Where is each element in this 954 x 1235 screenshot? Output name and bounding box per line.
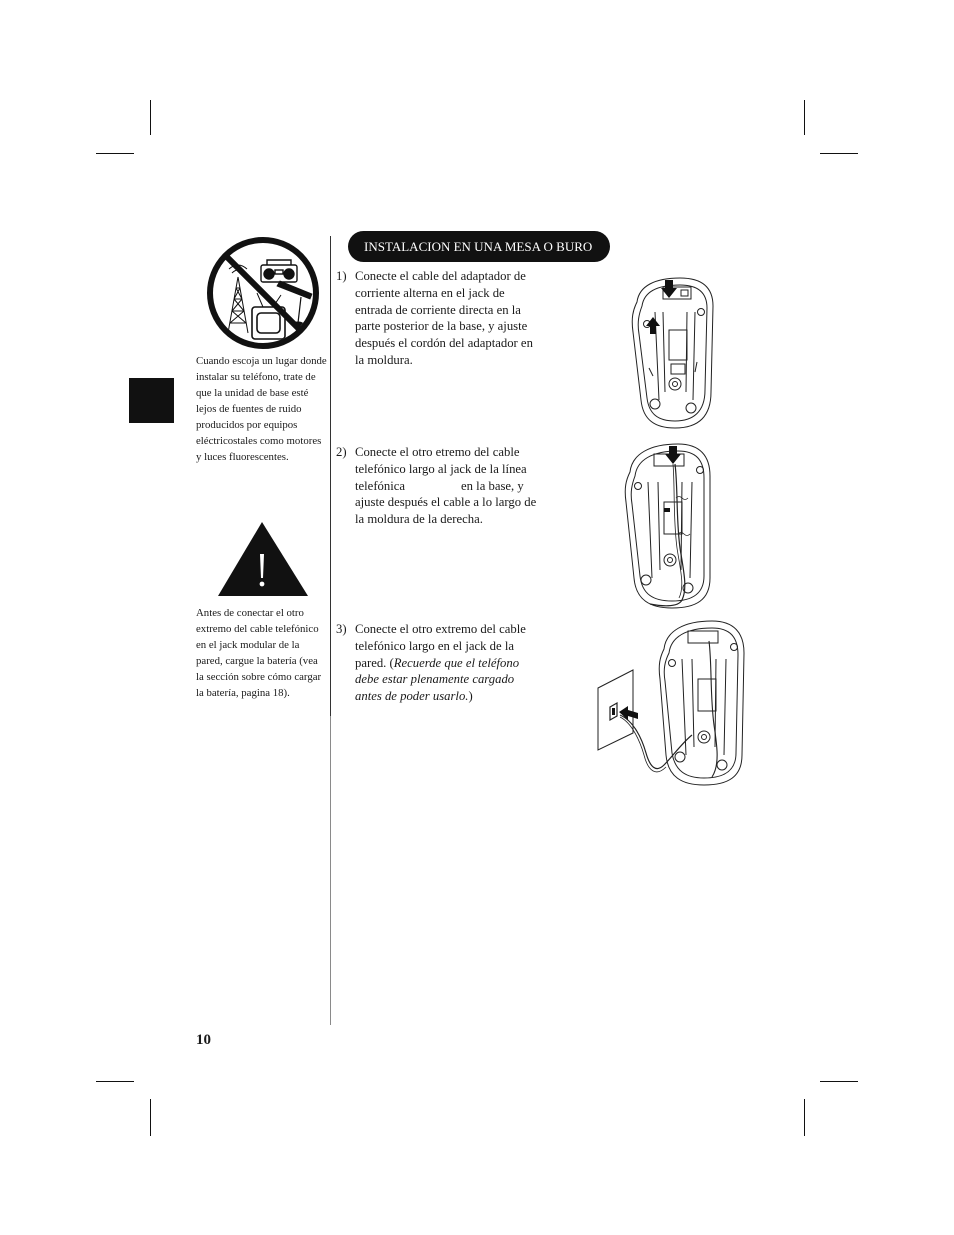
base-adapter-connection-illustration xyxy=(625,272,720,434)
note-line: en el jack modular de la xyxy=(196,639,300,651)
step-line-emphasis: debe estar plenamente cargado xyxy=(355,672,515,687)
step-line: ajuste después el cable a lo largo de xyxy=(355,495,537,510)
step-line-segment: en la base, y xyxy=(461,478,524,493)
crop-mark xyxy=(150,1099,151,1136)
crop-mark xyxy=(804,100,805,135)
page-number: 10 xyxy=(196,1032,211,1048)
warning-triangle-icon xyxy=(214,518,312,600)
step-number: 1) xyxy=(336,269,347,283)
step-1-text xyxy=(355,268,545,369)
crop-mark xyxy=(820,1081,858,1082)
step-line-emphasis: antes de poder usarlo. xyxy=(355,689,469,704)
column-divider xyxy=(330,716,331,1025)
step-line: entrada de corriente directa en la xyxy=(355,302,521,317)
step-line: telefónico largo en el jack de la xyxy=(355,638,514,653)
no-noise-sources-icon xyxy=(205,235,321,351)
step-line-segment: pared. ( xyxy=(355,655,394,670)
step-2-text xyxy=(355,444,545,528)
chapter-tab xyxy=(129,378,174,423)
note-line: la sección sobre cómo cargar xyxy=(196,671,322,683)
step-line: Conecte el otro extremo del cable xyxy=(355,622,526,636)
step-line: corriente alterna en el jack de xyxy=(355,285,505,300)
step-line: la moldura. xyxy=(355,352,413,367)
step-number: 2) xyxy=(336,445,347,459)
note-line: lejos de fuentes de ruido xyxy=(196,403,302,415)
crop-mark xyxy=(96,1081,134,1082)
note-line: extremo del cable telefónico xyxy=(196,623,319,635)
battery-note xyxy=(196,605,328,701)
note-line: producidos por equipos xyxy=(196,419,298,431)
section-title: INSTALACION EN UNA MESA O BURO xyxy=(348,231,610,262)
step-line: Conecte el otro etremo del cable xyxy=(355,445,520,459)
boombox-icon xyxy=(261,260,297,282)
step-line-emphasis: Recuerde que el teléfono xyxy=(393,655,520,670)
step-line-segment: telefónica xyxy=(355,478,406,493)
step-3-text xyxy=(355,621,545,705)
note-line: eléctricostales como motores xyxy=(196,435,322,447)
note-line: que la unidad de base esté xyxy=(196,387,309,399)
note-line: instalar su teléfono, trate de xyxy=(196,371,316,383)
step-line: telefónico largo al jack de la línea xyxy=(355,461,527,476)
step-line: parte posterior de la base, y ajuste xyxy=(355,319,528,334)
wall-jack-connection-illustration xyxy=(592,615,747,790)
phone-base-outline xyxy=(632,278,713,428)
step-line: Conecte el cable del adaptador de xyxy=(355,269,526,283)
note-line: y luces fluorescentes. xyxy=(196,451,289,463)
base-line-cord-illustration xyxy=(620,438,715,613)
note-line: pared, cargue la batería (vea xyxy=(196,655,318,667)
note-line: Antes de conectar el otro xyxy=(196,607,304,619)
step-line xyxy=(355,655,545,672)
step-number: 3) xyxy=(336,622,347,636)
column-divider xyxy=(330,236,331,716)
step-line xyxy=(355,478,545,495)
crop-mark xyxy=(820,153,858,154)
step-line: la moldura de la derecha. xyxy=(355,512,483,527)
crop-mark xyxy=(804,1099,805,1136)
step-line xyxy=(355,688,545,705)
step-line: después el cordón del adaptador en xyxy=(355,336,533,351)
note-line: Cuando escoja un lugar donde xyxy=(196,355,327,367)
noise-note xyxy=(196,353,328,465)
crop-mark xyxy=(96,153,134,154)
note-line: la batería, pagina 18). xyxy=(196,687,290,699)
crop-mark xyxy=(150,100,151,135)
step-line-segment: ) xyxy=(468,689,473,704)
